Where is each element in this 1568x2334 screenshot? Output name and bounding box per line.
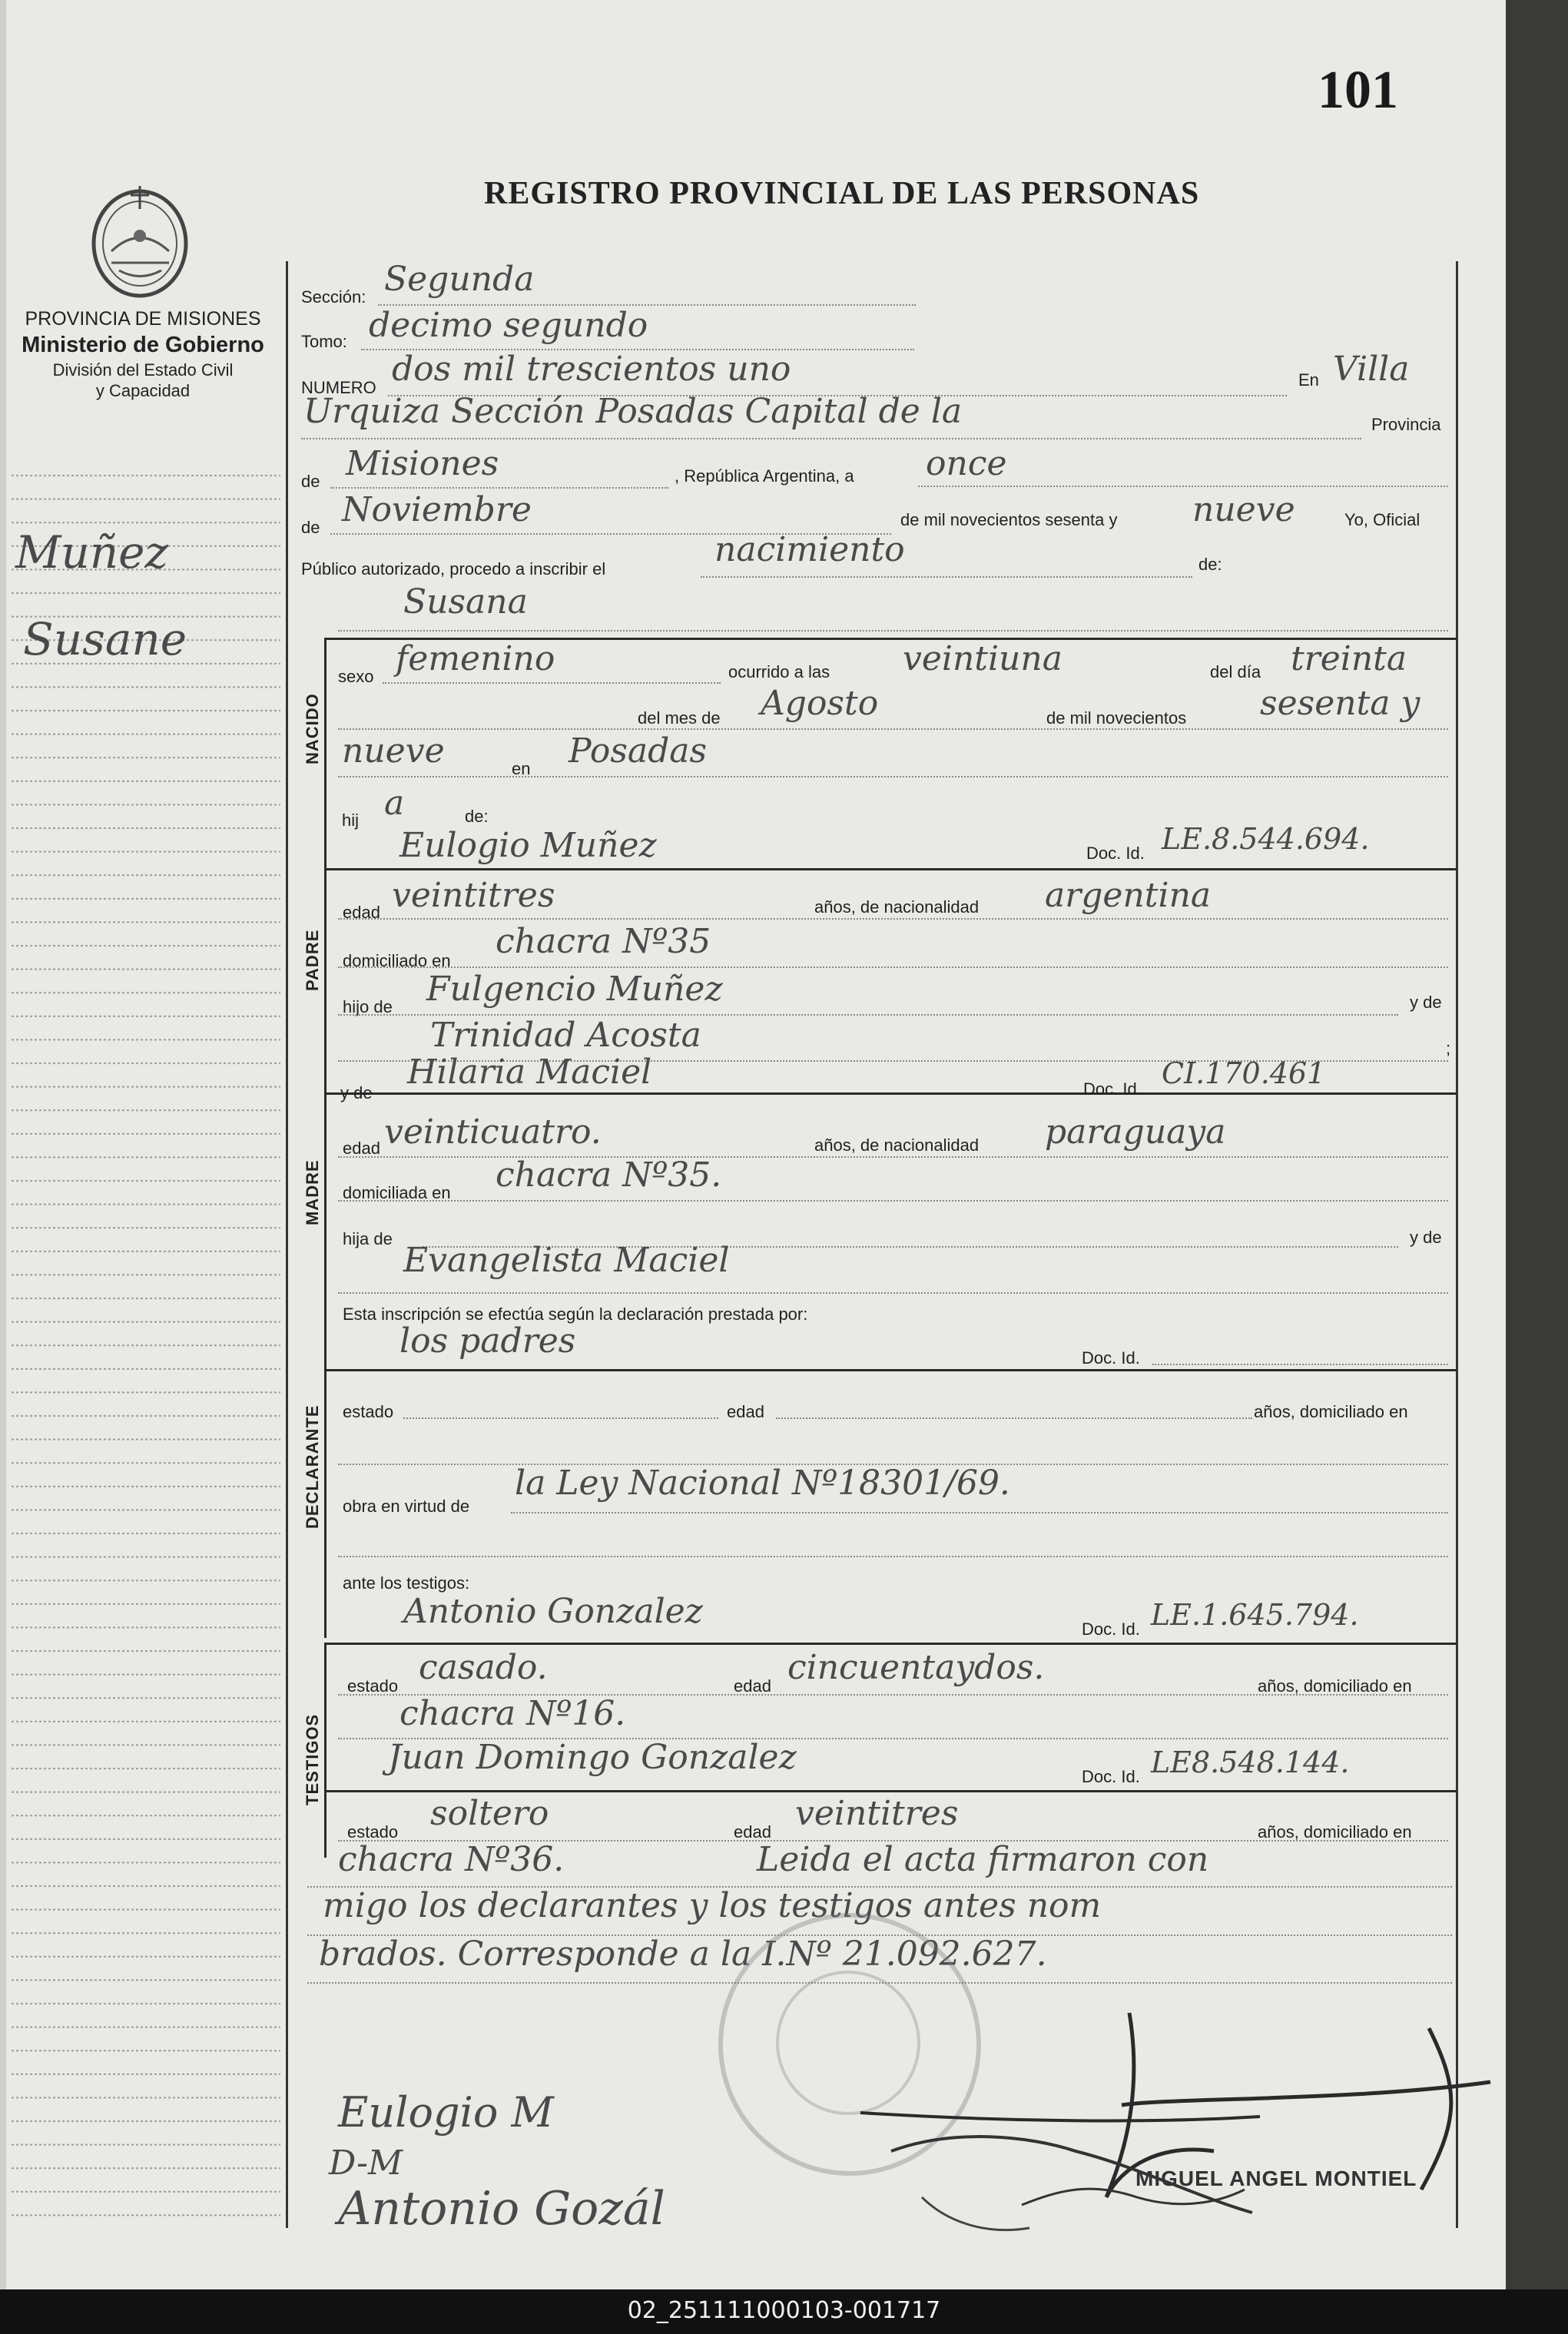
witness2-anios-label: años, domiciliado en — [1258, 1822, 1412, 1842]
de-label: de — [301, 472, 320, 491]
semicolon: ; — [1446, 1039, 1451, 1058]
declarante-section-label: DECLARANTE — [303, 1404, 322, 1529]
nacido-section-label: NACIDO — [303, 693, 322, 764]
witness1-estado-value: casado. — [419, 1648, 548, 1687]
father-dom-value: chacra Nº35 — [496, 922, 711, 961]
father-nac-label: años, de nacionalidad — [814, 897, 980, 917]
place-value: Urquiza Sección Posadas Capital de la — [303, 392, 963, 431]
ante-testigos-label: ante los testigos: — [343, 1573, 470, 1593]
madre-top-rule — [324, 1092, 1456, 1095]
hora-value: veintiuna — [903, 639, 1062, 678]
provincia-label: Provincia — [1371, 415, 1441, 434]
witness2-estado-label: estado — [347, 1822, 399, 1842]
declarante-doc-line — [1152, 1364, 1448, 1365]
declarante-edad-label: edad — [727, 1402, 764, 1421]
division-line-2: y Capacidad — [95, 381, 191, 400]
madre-section-label: MADRE — [303, 1159, 322, 1225]
padre-bracket — [324, 868, 327, 1092]
father-dom-line — [338, 966, 1448, 968]
mother-doc-value: CI.170.461 — [1162, 1056, 1326, 1090]
witness1-name: Antonio Gonzalez — [403, 1592, 703, 1631]
obra-line — [511, 1512, 1448, 1513]
witness2-estado-value: soltero — [430, 1794, 549, 1833]
hij-de-label: de: — [465, 807, 489, 826]
closing-line-3: brados. Corresponde a la I.Nº 21.092.627. — [319, 1935, 1047, 1974]
numero-value: dos mil trescientos uno — [392, 350, 791, 389]
numero-label: NUMERO — [301, 378, 376, 397]
month-value: Noviembre — [342, 490, 532, 529]
testigos-top-rule — [324, 1643, 1456, 1645]
padre-top-rule — [324, 868, 1456, 870]
year-label: de mil novecientos sesenta y — [900, 510, 1118, 529]
document-title: REGISTRO PROVINCIAL DE LAS PERSONAS — [484, 176, 1200, 211]
obra-value: la Ley Nacional Nº18301/69. — [515, 1464, 1010, 1503]
declarante-anios-label: años, domiciliado en — [1254, 1402, 1408, 1421]
mother-doc-label: Doc. Id. — [1083, 1079, 1142, 1099]
witness1-edad-value: cincuentaydos. — [787, 1648, 1045, 1687]
declarante-name: los padres — [399, 1321, 576, 1361]
tomo-label: Tomo: — [301, 332, 347, 351]
mes-label: del mes de — [638, 708, 721, 728]
witness1-doc-value: LE.1.645.794. — [1151, 1598, 1359, 1632]
closing-line-2: migo los declarantes y los testigos antes nom — [323, 1886, 1102, 1925]
father-hijo-value: Fulgencio Muñez — [426, 970, 723, 1009]
declarante-bracket — [324, 1369, 327, 1638]
mother-nac-label: años, de nacionalidad — [814, 1136, 980, 1155]
father-edad-line — [338, 918, 1448, 920]
declarante-estado-line — [403, 1417, 718, 1419]
day-value: once — [926, 444, 1007, 483]
mother-edad-label: edad — [343, 1139, 380, 1158]
margin-surname: Muñez — [15, 526, 168, 579]
place-line — [301, 438, 1361, 439]
witness2-name: Juan Domingo Gonzalez — [388, 1738, 797, 1777]
mother-dom-value: chacra Nº35. — [496, 1155, 722, 1195]
oficial-label: Yo, Oficial — [1344, 510, 1420, 529]
provincia-value: Misiones — [346, 444, 499, 483]
seccion-label: Sección: — [301, 287, 366, 307]
testigos-section-label: TESTIGOS — [303, 1713, 322, 1805]
child-name-line — [338, 630, 1448, 632]
father-dom-label: domiciliado en — [343, 951, 451, 970]
page-number: 101 — [1318, 61, 1398, 120]
mother-mother-line — [338, 1292, 1448, 1294]
witness1-doc-label: Doc. Id. — [1082, 1620, 1140, 1639]
declarante-top-rule — [324, 1369, 1456, 1371]
page-edge — [1506, 0, 1568, 2289]
republica-label: , República Argentina, a — [675, 466, 854, 486]
mother-nac-value: paraguaya — [1045, 1112, 1226, 1152]
father-hijo-label: hijo de — [343, 997, 393, 1016]
father-doc-value: LE.8.544.694. — [1162, 822, 1370, 856]
dia-label: del día — [1210, 662, 1261, 681]
margin-divider — [286, 261, 288, 2228]
father-edad-value: veintitres — [392, 876, 555, 915]
closing-rule-1 — [307, 1886, 1452, 1888]
testigos-bracket — [324, 1643, 327, 1858]
declarante-estado-label: estado — [343, 1402, 394, 1421]
seccion-value: Segunda — [384, 260, 535, 299]
obra-line-2 — [338, 1556, 1448, 1557]
signature-antonio: Antonio Gozál — [338, 2182, 665, 2236]
year-value: nueve — [1192, 490, 1295, 529]
declarante-edad-line — [776, 1417, 1252, 1419]
witness2-edad-label: edad — [734, 1822, 771, 1842]
tomo-value: decimo segundo — [369, 306, 648, 345]
publico-label: Público autorizado, procedo a inscribir el — [301, 559, 606, 579]
witness1-anios-label: años, domiciliado en — [1258, 1676, 1412, 1696]
ministry-label: Ministerio de Gobierno — [22, 333, 264, 358]
signature-initials: D-M — [329, 2143, 403, 2183]
witness2-edad-value: veintitres — [795, 1794, 959, 1833]
form-right-border — [1456, 261, 1458, 2228]
nacido-bracket — [324, 638, 327, 874]
lugar-line — [338, 776, 1448, 777]
en-value: Villa — [1333, 350, 1410, 389]
margin-ruled-lines — [12, 453, 280, 2236]
province-label: PROVINCIA DE MISIONES — [25, 308, 261, 330]
mother-yde2-label: y de — [1410, 1228, 1442, 1247]
witness1-dom-value: chacra Nº16. — [399, 1694, 626, 1733]
padre-section-label: PADRE — [303, 929, 322, 991]
mother-hija-label: hija de — [343, 1229, 393, 1248]
sexo-value: femenino — [396, 639, 555, 678]
mother-dom-line — [338, 1200, 1448, 1202]
father-edad-label: edad — [343, 903, 380, 922]
witness2-dom-value: chacra Nº36. — [338, 1840, 565, 1879]
hij-value: a — [384, 784, 405, 823]
witness1-estado-label: estado — [347, 1676, 399, 1696]
dia-value: treinta — [1291, 639, 1407, 678]
sexo-line — [383, 682, 721, 684]
father-doc-label: Doc. Id. — [1086, 844, 1145, 863]
mother-edad-value: veinticuatro. — [384, 1112, 602, 1152]
mes-line — [338, 728, 1448, 730]
declarante-intro-label: Esta inscripción se efectúa según la declaración prestada por: — [343, 1305, 808, 1324]
lugar-value: Posadas — [569, 731, 708, 771]
witness2-doc-label: Doc. Id. — [1082, 1767, 1140, 1786]
declarante-doc-label: Doc. Id. — [1082, 1348, 1140, 1368]
obra-label: obra en virtud de — [343, 1497, 470, 1516]
en-label-2: en — [512, 759, 531, 778]
witness2-doc-value: LE8.548.144. — [1151, 1746, 1350, 1779]
footer-code: 02_251111000103-001717 — [627, 2297, 941, 2324]
division-line-1: División del Estado Civil — [52, 360, 234, 380]
father-yde-label: y de — [1410, 993, 1442, 1012]
mes-value: Agosto — [761, 684, 879, 723]
mother-mother-value: Evangelista Maciel — [403, 1241, 730, 1280]
margin-given-name: Susane — [23, 613, 187, 665]
header-issuer — [0, 307, 286, 402]
de-month-label: de — [301, 518, 320, 537]
de2-label: de: — [1198, 555, 1222, 574]
en-label: En — [1298, 370, 1319, 390]
hij-label: hij — [342, 811, 360, 830]
closing-line-1: Leida el acta firmaron con — [757, 1840, 1209, 1879]
father-mother-value: Trinidad Acosta — [430, 1016, 701, 1055]
official-name-stamp: MIGUEL ANGEL MONTIEL — [1135, 2167, 1417, 2190]
signature-eulogio: Eulogio M — [338, 2088, 554, 2137]
day-line — [918, 486, 1448, 487]
anio-value-2: nueve — [342, 731, 445, 771]
province-seal-icon — [85, 178, 196, 301]
mother-yde-label: y de — [340, 1083, 373, 1102]
anio-label: de mil novecientos — [1046, 708, 1187, 728]
father-name: Eulogio Muñez — [399, 826, 657, 865]
ocurrido-label: ocurrido a las — [728, 662, 830, 681]
act-value: nacimiento — [714, 530, 905, 569]
madre-bracket — [324, 1092, 327, 1369]
anio-value: sesenta y — [1260, 684, 1420, 723]
child-name: Susana — [403, 582, 528, 622]
mother-dom-label: domiciliada en — [343, 1183, 451, 1202]
witness1-edad-label: edad — [734, 1676, 771, 1696]
mother-name: Hilaria Maciel — [407, 1053, 652, 1092]
father-nac-value: argentina — [1045, 876, 1212, 915]
sexo-label: sexo — [338, 667, 374, 686]
provincia-line — [330, 487, 668, 489]
witness2-rule — [324, 1790, 1456, 1792]
act-line — [701, 576, 1192, 578]
